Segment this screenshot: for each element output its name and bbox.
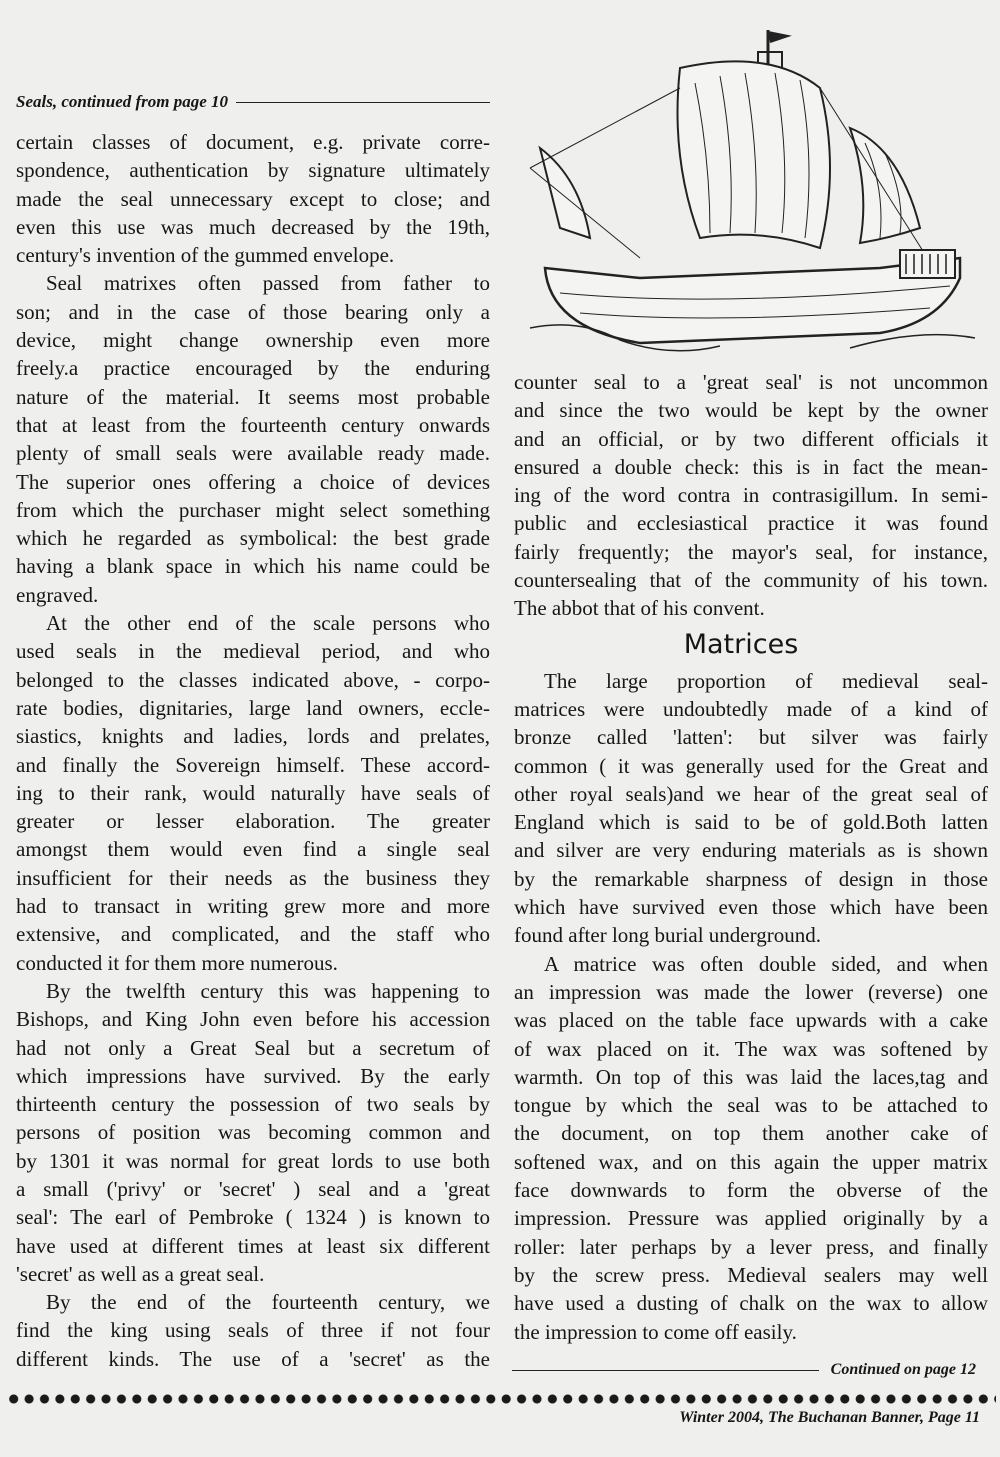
continued-from-label: Seals, continued from page 10 (16, 92, 229, 111)
paragraph-line: nature of the material. It seems most probable (16, 384, 490, 409)
paragraph-line: conducted it for them more numerous. (16, 950, 338, 975)
paragraph-line: an impression was made the lower (reverse) one (514, 979, 988, 1004)
footer-rule (512, 1370, 819, 1371)
paragraph-line: ing to their rank, would naturally have seals of (16, 780, 490, 805)
paragraph-line: by 1301 it was normal for great lords to use both (16, 1148, 490, 1173)
paragraph-line: belonged to the classes indicated above, - corpo- (16, 667, 490, 692)
paragraph-line: fairly frequently; the mayor's seal, for instance, (514, 539, 988, 564)
paragraph-line: public and ecclesiastical practice it was found (514, 511, 988, 536)
paragraph-line: amongst them would even find a single seal (16, 837, 490, 862)
paragraph-line: other royal seals)and we hear of the great seal of (514, 781, 988, 806)
left-column (16, 128, 490, 1373)
page-footer: Winter 2004, The Buchanan Banner, Page 11 (679, 1409, 980, 1426)
paragraph-line: impression. Pressure was applied originally by a (514, 1206, 988, 1231)
paragraph-line: The abbot that of his convent. (514, 596, 765, 621)
paragraph-line: seal': The earl of Pembroke ( 1324 ) is known to (16, 1205, 490, 1230)
paragraph-line: of wax placed on it. The wax was softened by (514, 1036, 988, 1061)
paragraph-line: persons of position was becoming common and (16, 1120, 490, 1145)
section-heading: Matrices (683, 628, 799, 660)
continued-from-header (16, 92, 490, 112)
paragraph-line: countersealing that of the community of his town. (514, 568, 988, 593)
paragraph-line: extensive, and complicated, and the staff who (16, 922, 490, 947)
paragraph-line: which he regarded as symbolical: the best grade (16, 526, 490, 551)
paragraph-line: and an official, or by two different officials it (514, 426, 988, 451)
paragraph-line: different kinds. The use of a 'secret' as the (16, 1346, 490, 1371)
paragraph-line: thirteenth century the possession of two seals by (16, 1092, 490, 1117)
paragraph-line: matrices were undoubtedly made of a kind of (514, 696, 988, 721)
paragraph-line: bronze called 'latten': but silver was fairly (514, 725, 988, 750)
dotted-divider (6, 1392, 996, 1406)
paragraph-line: the impression to come off easily. (514, 1319, 797, 1344)
paragraph-line: was placed on the table face upwards with a cake (514, 1008, 988, 1033)
paragraph-line: had to transact in writing grew more and more (16, 894, 490, 919)
paragraph-line: greater or lesser elaboration. The greater (16, 809, 490, 834)
paragraph-line: counter seal to a 'great seal' is not uncommon (514, 370, 988, 394)
paragraph-line: by the screw press. Medieval sealers may well (514, 1262, 988, 1287)
continued-on-label: Continued on page 12 (830, 1361, 976, 1378)
paragraph-line: freely.a practice encouraged by the enduring (16, 356, 490, 381)
header-rule (236, 102, 490, 103)
paragraph-line: By the end of the fourteenth century, we (46, 1290, 490, 1315)
paragraph-line: had not only a Great Seal but a secretum of (16, 1035, 490, 1060)
ship-illustration (520, 28, 990, 358)
paragraph-line: A matrice was often double sided, and when (544, 951, 988, 976)
paragraph-line: device, might change ownership even more (16, 328, 490, 353)
paragraph-line: warmth. On top of this was laid the laces,tag and (514, 1064, 988, 1089)
paragraph-line: ensured a double check: this is in fact the mean- (514, 454, 988, 479)
paragraph-line: son; and in the case of those bearing only a (16, 299, 490, 324)
paragraph-line: Bishops, and King John even before his accession (16, 1007, 490, 1032)
paragraph-line: softened wax, and on this again the upper matrix (514, 1149, 988, 1174)
paragraph-line: tongue by which the seal was to be attached to (514, 1093, 988, 1118)
paragraph-line: plenty of small seals were available ready made. (16, 441, 490, 466)
paragraph-line: century's invention of the gummed envelope. (16, 243, 395, 268)
paragraph-line: made the seal unnecessary except to close; and (16, 186, 490, 211)
paragraph-line: that at least from the fourteenth century onwards (16, 412, 490, 437)
paragraph-line: Seal matrixes often passed from father to (46, 271, 490, 296)
paragraph-line: even this use was much decreased by the 19th, (16, 214, 490, 239)
paragraph-line: insufficient for their needs as the business they (16, 865, 490, 890)
paragraph-line: having a blank space in which his name could be (16, 554, 490, 579)
paragraph-line: 'secret' as well as a great seal. (16, 1261, 265, 1286)
continued-on-footer (512, 1361, 976, 1379)
paragraph-line: The superior ones offering a choice of devices (16, 469, 490, 494)
paragraph-line: roller: later perhaps by a lever press, and finally (514, 1234, 988, 1259)
paragraph-line: the document, on top them another cake of (514, 1121, 988, 1146)
paragraph-line: a small ('privy' or 'secret' ) seal and a 'great (16, 1176, 490, 1201)
right-column (514, 368, 988, 1346)
paragraph-line: By the twelfth century this was happening to (46, 978, 490, 1003)
paragraph-line: and silver are very enduring materials as is shown (514, 838, 988, 863)
paragraph-line: spondence, authentication by signature ultimately (16, 158, 490, 183)
paragraph-line: ing of the word contra in contrasigillum. In semi- (514, 483, 988, 508)
paragraph-line: found after long burial underground. (514, 923, 821, 948)
paragraph-line: which impressions have survived. By the early (16, 1063, 490, 1088)
paragraph-line: which have survived even those which have been (514, 895, 988, 920)
paragraph-line: face downwards to form the obverse of the (514, 1178, 988, 1203)
paragraph-line: and since the two would be kept by the owner (514, 398, 988, 423)
paragraph-line: England which is said to be of gold.Both latten (514, 810, 988, 835)
paragraph-line: rate bodies, dignitaries, large land owners, eccle- (16, 695, 490, 720)
paragraph-line: have used a dusting of chalk on the wax to allow (514, 1291, 988, 1316)
paragraph-line: by the remarkable sharpness of design in those (514, 866, 988, 891)
paragraph-line: certain classes of document, e.g. private corre- (16, 130, 490, 154)
paragraph-line: engraved. (16, 582, 99, 607)
paragraph-line: find the king using seals of three if not four (16, 1318, 490, 1343)
paragraph-line: have used at different times at least six different (16, 1233, 490, 1258)
paragraph-line: The large proportion of medieval seal- (544, 668, 988, 693)
paragraph-line: common ( it was generally used for the Great and (514, 753, 988, 778)
paragraph-line: used seals in the medieval period, and who (16, 639, 490, 664)
paragraph-line: At the other end of the scale persons who (46, 611, 490, 636)
paragraph-line: from which the purchaser might select something (16, 497, 490, 522)
paragraph-line: and finally the Sovereign himself. These accord- (16, 752, 490, 777)
paragraph-line: siastics, knights and ladies, lords and prelates, (16, 724, 490, 749)
